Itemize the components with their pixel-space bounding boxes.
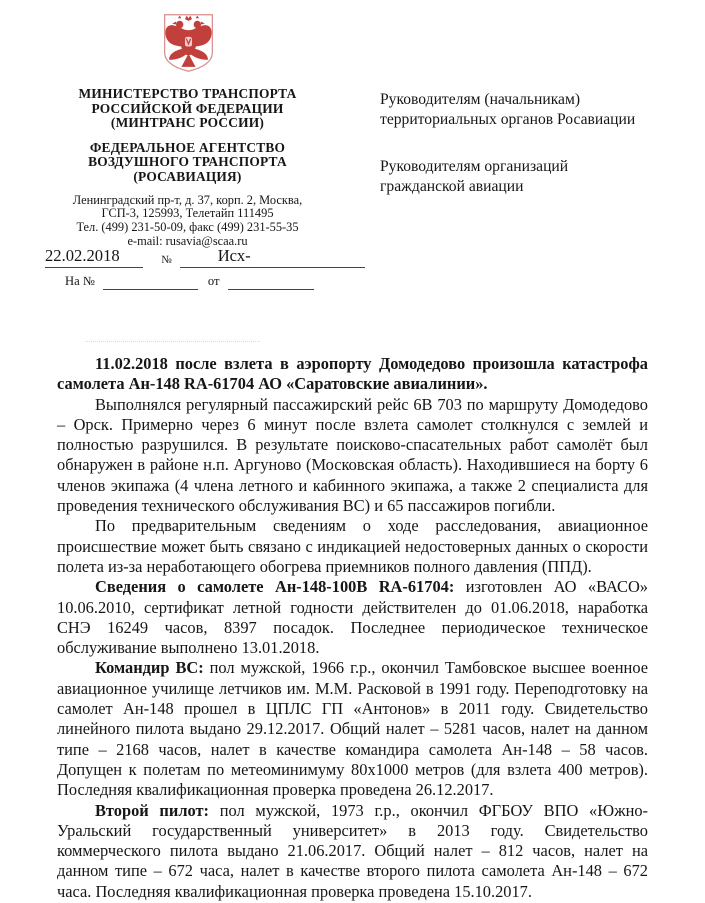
ministry-line: (МИНТРАНС РОССИИ) <box>110 115 265 131</box>
scan-artifact-line <box>85 341 260 342</box>
agency-line: ФЕДЕРАЛЬНОЕ АГЕНТСТВО <box>89 139 286 155</box>
phone-fax-line: Тел. (499) 231-50-09, факс (499) 231-55-35 <box>76 220 299 235</box>
ministry-line: РОССИЙСКОЙ ФЕДЕРАЦИИ <box>91 100 284 116</box>
document-date: 22.02.2018 <box>45 246 143 268</box>
reference-row-date <box>45 243 365 268</box>
addressee-territorial <box>380 90 680 129</box>
contact-address <box>30 194 345 249</box>
ministry-line: МИНИСТЕРСТВО ТРАНСПОРТА <box>78 86 297 101</box>
on-number-blank-field <box>103 275 198 290</box>
paragraph-flight-details: Выполнялся регулярный пассажирский рейс 6В 703 по маршруту Домодедово – Орск. Примерно через 6 минут после взлета самолет столкнулся с землей и полностью разрушился. В результате поисково-спасательных работ самолёт был обнаружен в районе н.п. Аргуново (Московская область). Находившиеся на борту 6 членов экипажа (4 члена летного и кабинного экипажа, а также 2 специалиста для проведения технического обслуживания ВС) и 65 пассажиров погибли. <box>57 394 648 516</box>
address-line: Ленинградский пр-т, д. 37, корп. 2, Москва, <box>72 192 303 207</box>
addressee-line: гражданской авиации <box>380 177 524 195</box>
copilot-info-text: пол мужской, 1973 г.р., окончил ФГБОУ ВПО «Южно-Уральский государственный университет» в 2013 году. Свидетельство коммерческого пилота выдано 21.06.2017. Общий налет – 812 часов, налет на данном типе – 672 часа, налет в качестве второго пилота самолета Ан-148 – 672 часа. Последняя квалификационная проверка проведена 15.10.2017. <box>57 800 648 901</box>
addressee-organizations <box>380 157 680 196</box>
agency-line: (РОСАВИАЦИЯ) <box>133 168 242 184</box>
document-body <box>57 354 648 902</box>
paragraph-incident-headline <box>57 354 648 395</box>
number-sign: № <box>161 254 172 266</box>
addressee-line: территориальных органов Росавиации <box>380 110 636 128</box>
paragraph-captain-info <box>57 658 648 800</box>
reference-row-reply <box>45 269 365 290</box>
address-line: ГСП-3, 125993, Телетайп 111495 <box>101 206 274 221</box>
headline-text: 11.02.2018 после взлета в аэропорту Домодедово произошла катастрофа самолета Ан-148 RA-61704 АО «Саратовские авиалинии». <box>57 354 648 394</box>
addressee-line: Руководителям (начальникам) <box>380 91 581 108</box>
letterhead <box>30 87 345 249</box>
copilot-info-lead: Второй пилот: <box>95 800 210 820</box>
aircraft-info-lead: Сведения о самолете Ан-148-100В RA-61704: <box>95 577 455 597</box>
captain-info-text: пол мужской, 1966 г.р., окончил Тамбовское высшее военное авиационное училище летчиков им. М.М. Расковой в 1991 году. Переподготовку на самолет Ан-148 прошел в ЦПЛС ГП «Антонов» в 2011 году. Свидетельство линейного пилота выдано 29.12.2017. Общий налет – 5281 часов, налет на данном типе – 2168 часов, налет в качестве командира самолета Ан-148 – 58 часов. Допущен к полетам по метеоминимуму 80х1000 метров (для взлета 400 метров). Последняя квалификационная проверка проведена 26.12.2017. <box>57 658 648 800</box>
outgoing-number-field: Исх- <box>180 246 365 268</box>
addressee-line: Руководителям организаций <box>380 158 569 175</box>
addressee-block <box>380 90 680 224</box>
paragraph-copilot-info <box>57 801 648 902</box>
paragraph-aircraft-info <box>57 577 648 658</box>
agency-line: ВОЗДУШНОГО ТРАНСПОРТА <box>88 154 287 170</box>
reference-block <box>45 243 365 290</box>
email-line: e-mail: rusavia@scaa.ru <box>127 233 248 248</box>
paragraph-preliminary-cause: По предварительным сведениям о ходе расследования, авиационное происшествие может быть связано с индикацией недостоверных данных о скорости полета из-за неработающего обогрева приемников полного давления (ППД). <box>57 516 648 576</box>
ministry-name <box>30 87 345 131</box>
captain-info-lead: Командир ВС: <box>95 658 204 678</box>
russian-coat-of-arms-icon <box>162 12 215 74</box>
from-blank-field <box>228 275 314 290</box>
agency-name <box>30 141 345 185</box>
from-label: от <box>207 274 220 288</box>
on-number-label: На № <box>65 274 95 288</box>
aircraft-info-text: изготовлен АО «ВАСО» 10.06.2010, сертификат летной годности действителен до 01.06.2018, наработка СНЭ 16249 часов, 8397 посадок. Последнее периодическое техническое обслуживание выполнено 13.01.2018. <box>57 577 648 658</box>
